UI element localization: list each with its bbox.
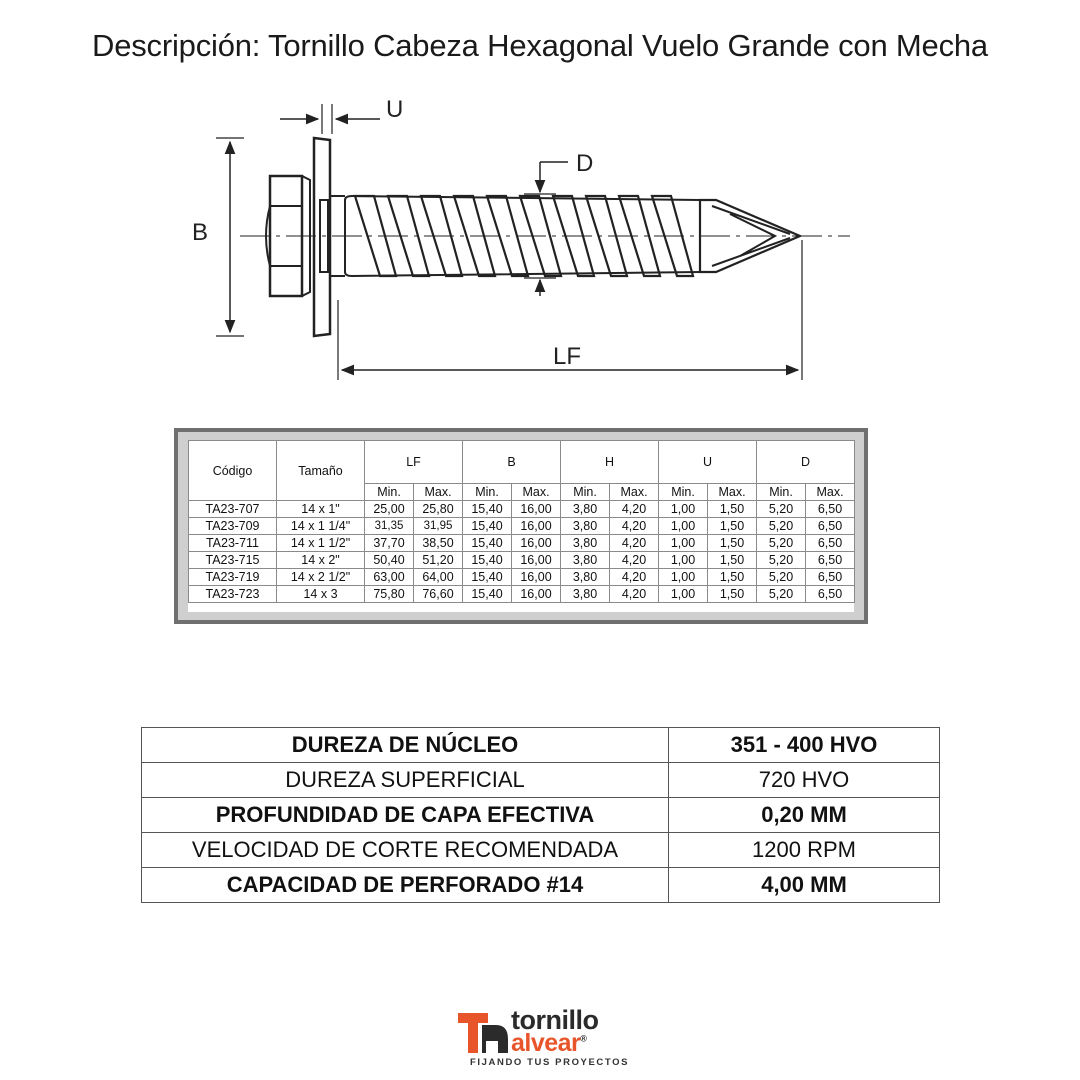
table-cell: 25,80: [414, 501, 463, 518]
header-lf: LF: [365, 441, 463, 484]
table-cell: 15,40: [463, 552, 512, 569]
header-tamano: Tamaño: [277, 441, 365, 501]
table-cell: 5,20: [757, 535, 806, 552]
table-cell: 4,20: [610, 552, 659, 569]
table-cell: 37,70: [365, 535, 414, 552]
table-cell: 14 x 1 1/4": [277, 518, 365, 535]
table-cell: 3,80: [561, 569, 610, 586]
subheader-cell: Max.: [708, 484, 757, 501]
table-cell: 16,00: [512, 535, 561, 552]
table-cell: TA23-709: [189, 518, 277, 535]
subheader-cell: Max.: [610, 484, 659, 501]
spec-header-row: [189, 441, 855, 484]
table-cell: 16,00: [512, 586, 561, 603]
table-cell: 51,20: [414, 552, 463, 569]
property-row: [142, 868, 940, 903]
table-cell: TA23-707: [189, 501, 277, 518]
table-cell: 4,20: [610, 518, 659, 535]
table-cell: 6,50: [806, 569, 855, 586]
dim-label-lf: LF: [553, 343, 582, 370]
subheader-cell: Min.: [365, 484, 414, 501]
property-value: 0,20 MM: [669, 798, 940, 833]
table-cell: 4,20: [610, 501, 659, 518]
header-codigo: Código: [189, 441, 277, 501]
table-cell: 3,80: [561, 552, 610, 569]
table-row: [189, 518, 855, 535]
table-cell: 4,20: [610, 586, 659, 603]
property-label: DUREZA SUPERFICIAL: [142, 763, 669, 798]
table-cell: 1,50: [708, 535, 757, 552]
logo-wordmark-alvear: [511, 1029, 586, 1058]
table-cell: 6,50: [806, 501, 855, 518]
table-cell: TA23-723: [189, 586, 277, 603]
table-cell: 16,00: [512, 552, 561, 569]
table-cell: 1,50: [708, 518, 757, 535]
table-cell: 1,00: [659, 501, 708, 518]
table-cell: 38,50: [414, 535, 463, 552]
table-row: [189, 535, 855, 552]
subheader-cell: Min.: [659, 484, 708, 501]
spec-table-container: [188, 440, 854, 612]
subheader-cell: Min.: [561, 484, 610, 501]
table-cell: 14 x 3: [277, 586, 365, 603]
table-cell: 6,50: [806, 535, 855, 552]
properties-table-body: [142, 728, 940, 903]
table-cell: 3,80: [561, 518, 610, 535]
table-cell: 4,20: [610, 569, 659, 586]
table-cell: 6,50: [806, 586, 855, 603]
table-cell: 4,20: [610, 535, 659, 552]
property-row: [142, 763, 940, 798]
table-cell: 3,80: [561, 501, 610, 518]
subheader-cell: Max.: [512, 484, 561, 501]
spec-table-body: [189, 501, 855, 603]
page-title: Descripción: Tornillo Cabeza Hexagonal Vuelo Grande con Mecha: [92, 28, 988, 63]
table-row: [189, 569, 855, 586]
property-label: DUREZA DE NÚCLEO: [142, 728, 669, 763]
table-cell: 5,20: [757, 586, 806, 603]
table-cell: 1,00: [659, 518, 708, 535]
logo-mark-stem: [468, 1013, 478, 1053]
subheader-cell: Max.: [806, 484, 855, 501]
table-cell: 14 x 2": [277, 552, 365, 569]
logo-wordmark-alvear-text: alvear: [511, 1029, 581, 1057]
table-cell: 3,80: [561, 586, 610, 603]
table-cell: 15,40: [463, 518, 512, 535]
table-cell: 63,00: [365, 569, 414, 586]
table-cell: 15,40: [463, 586, 512, 603]
logo-mark-icon: [458, 1013, 510, 1057]
subheader-cell: Max.: [414, 484, 463, 501]
table-cell: 6,50: [806, 518, 855, 535]
property-value: 1200 RPM: [669, 833, 940, 868]
table-cell: 15,40: [463, 501, 512, 518]
dim-label-u: U: [386, 96, 404, 123]
table-cell: 16,00: [512, 569, 561, 586]
property-row: [142, 833, 940, 868]
table-cell: 16,00: [512, 518, 561, 535]
table-cell: 1,50: [708, 501, 757, 518]
table-cell: 75,80: [365, 586, 414, 603]
table-cell: 1,00: [659, 552, 708, 569]
brand-logo: [458, 1005, 628, 1075]
header-u: U: [659, 441, 757, 484]
property-value: 720 HVO: [669, 763, 940, 798]
dim-label-b: B: [192, 219, 209, 246]
screw-technical-drawing: [0, 0, 1080, 420]
table-cell: 25,00: [365, 501, 414, 518]
table-cell: 50,40: [365, 552, 414, 569]
table-cell: 6,50: [806, 552, 855, 569]
properties-table: [141, 727, 940, 903]
table-cell: 1,50: [708, 586, 757, 603]
table-cell: TA23-711: [189, 535, 277, 552]
table-cell: 14 x 1 1/2": [277, 535, 365, 552]
logo-mark-a: [482, 1025, 508, 1053]
logo-tagline: FIJANDO TUS PROYECTOS: [470, 1057, 630, 1068]
spec-table: [188, 440, 855, 603]
table-cell: 15,40: [463, 569, 512, 586]
table-row: [189, 586, 855, 603]
dim-label-d: D: [576, 150, 594, 177]
property-row: [142, 798, 940, 833]
property-value: 4,00 MM: [669, 868, 940, 903]
table-cell: 16,00: [512, 501, 561, 518]
property-label: VELOCIDAD DE CORTE RECOMENDADA: [142, 833, 669, 868]
table-cell: 76,60: [414, 586, 463, 603]
property-value: 351 - 400 HVO: [669, 728, 940, 763]
table-cell: 1,00: [659, 569, 708, 586]
table-cell: 31,35: [365, 518, 414, 535]
table-cell: TA23-719: [189, 569, 277, 586]
table-cell: 1,00: [659, 535, 708, 552]
table-cell: 1,00: [659, 586, 708, 603]
table-row: [189, 552, 855, 569]
header-d: D: [757, 441, 855, 484]
table-cell: 5,20: [757, 501, 806, 518]
subheader-cell: Min.: [757, 484, 806, 501]
table-cell: 14 x 2 1/2": [277, 569, 365, 586]
table-cell: 1,50: [708, 569, 757, 586]
subheader-cell: Min.: [463, 484, 512, 501]
property-label: PROFUNDIDAD DE CAPA EFECTIVA: [142, 798, 669, 833]
spec-table-frame: [174, 428, 868, 624]
table-cell: TA23-715: [189, 552, 277, 569]
property-label: CAPACIDAD DE PERFORADO #14: [142, 868, 669, 903]
header-b: B: [463, 441, 561, 484]
table-cell: 3,80: [561, 535, 610, 552]
property-row: [142, 728, 940, 763]
table-cell: 31,95: [414, 518, 463, 535]
table-cell: 15,40: [463, 535, 512, 552]
table-cell: 14 x 1": [277, 501, 365, 518]
table-row: [189, 501, 855, 518]
table-cell: 5,20: [757, 569, 806, 586]
registered-mark: ®: [580, 1033, 587, 1044]
logo-wordmark-tornillo: tornillo: [511, 1005, 599, 1035]
header-h: H: [561, 441, 659, 484]
table-cell: 5,20: [757, 518, 806, 535]
table-cell: 1,50: [708, 552, 757, 569]
table-cell: 64,00: [414, 569, 463, 586]
table-cell: 5,20: [757, 552, 806, 569]
